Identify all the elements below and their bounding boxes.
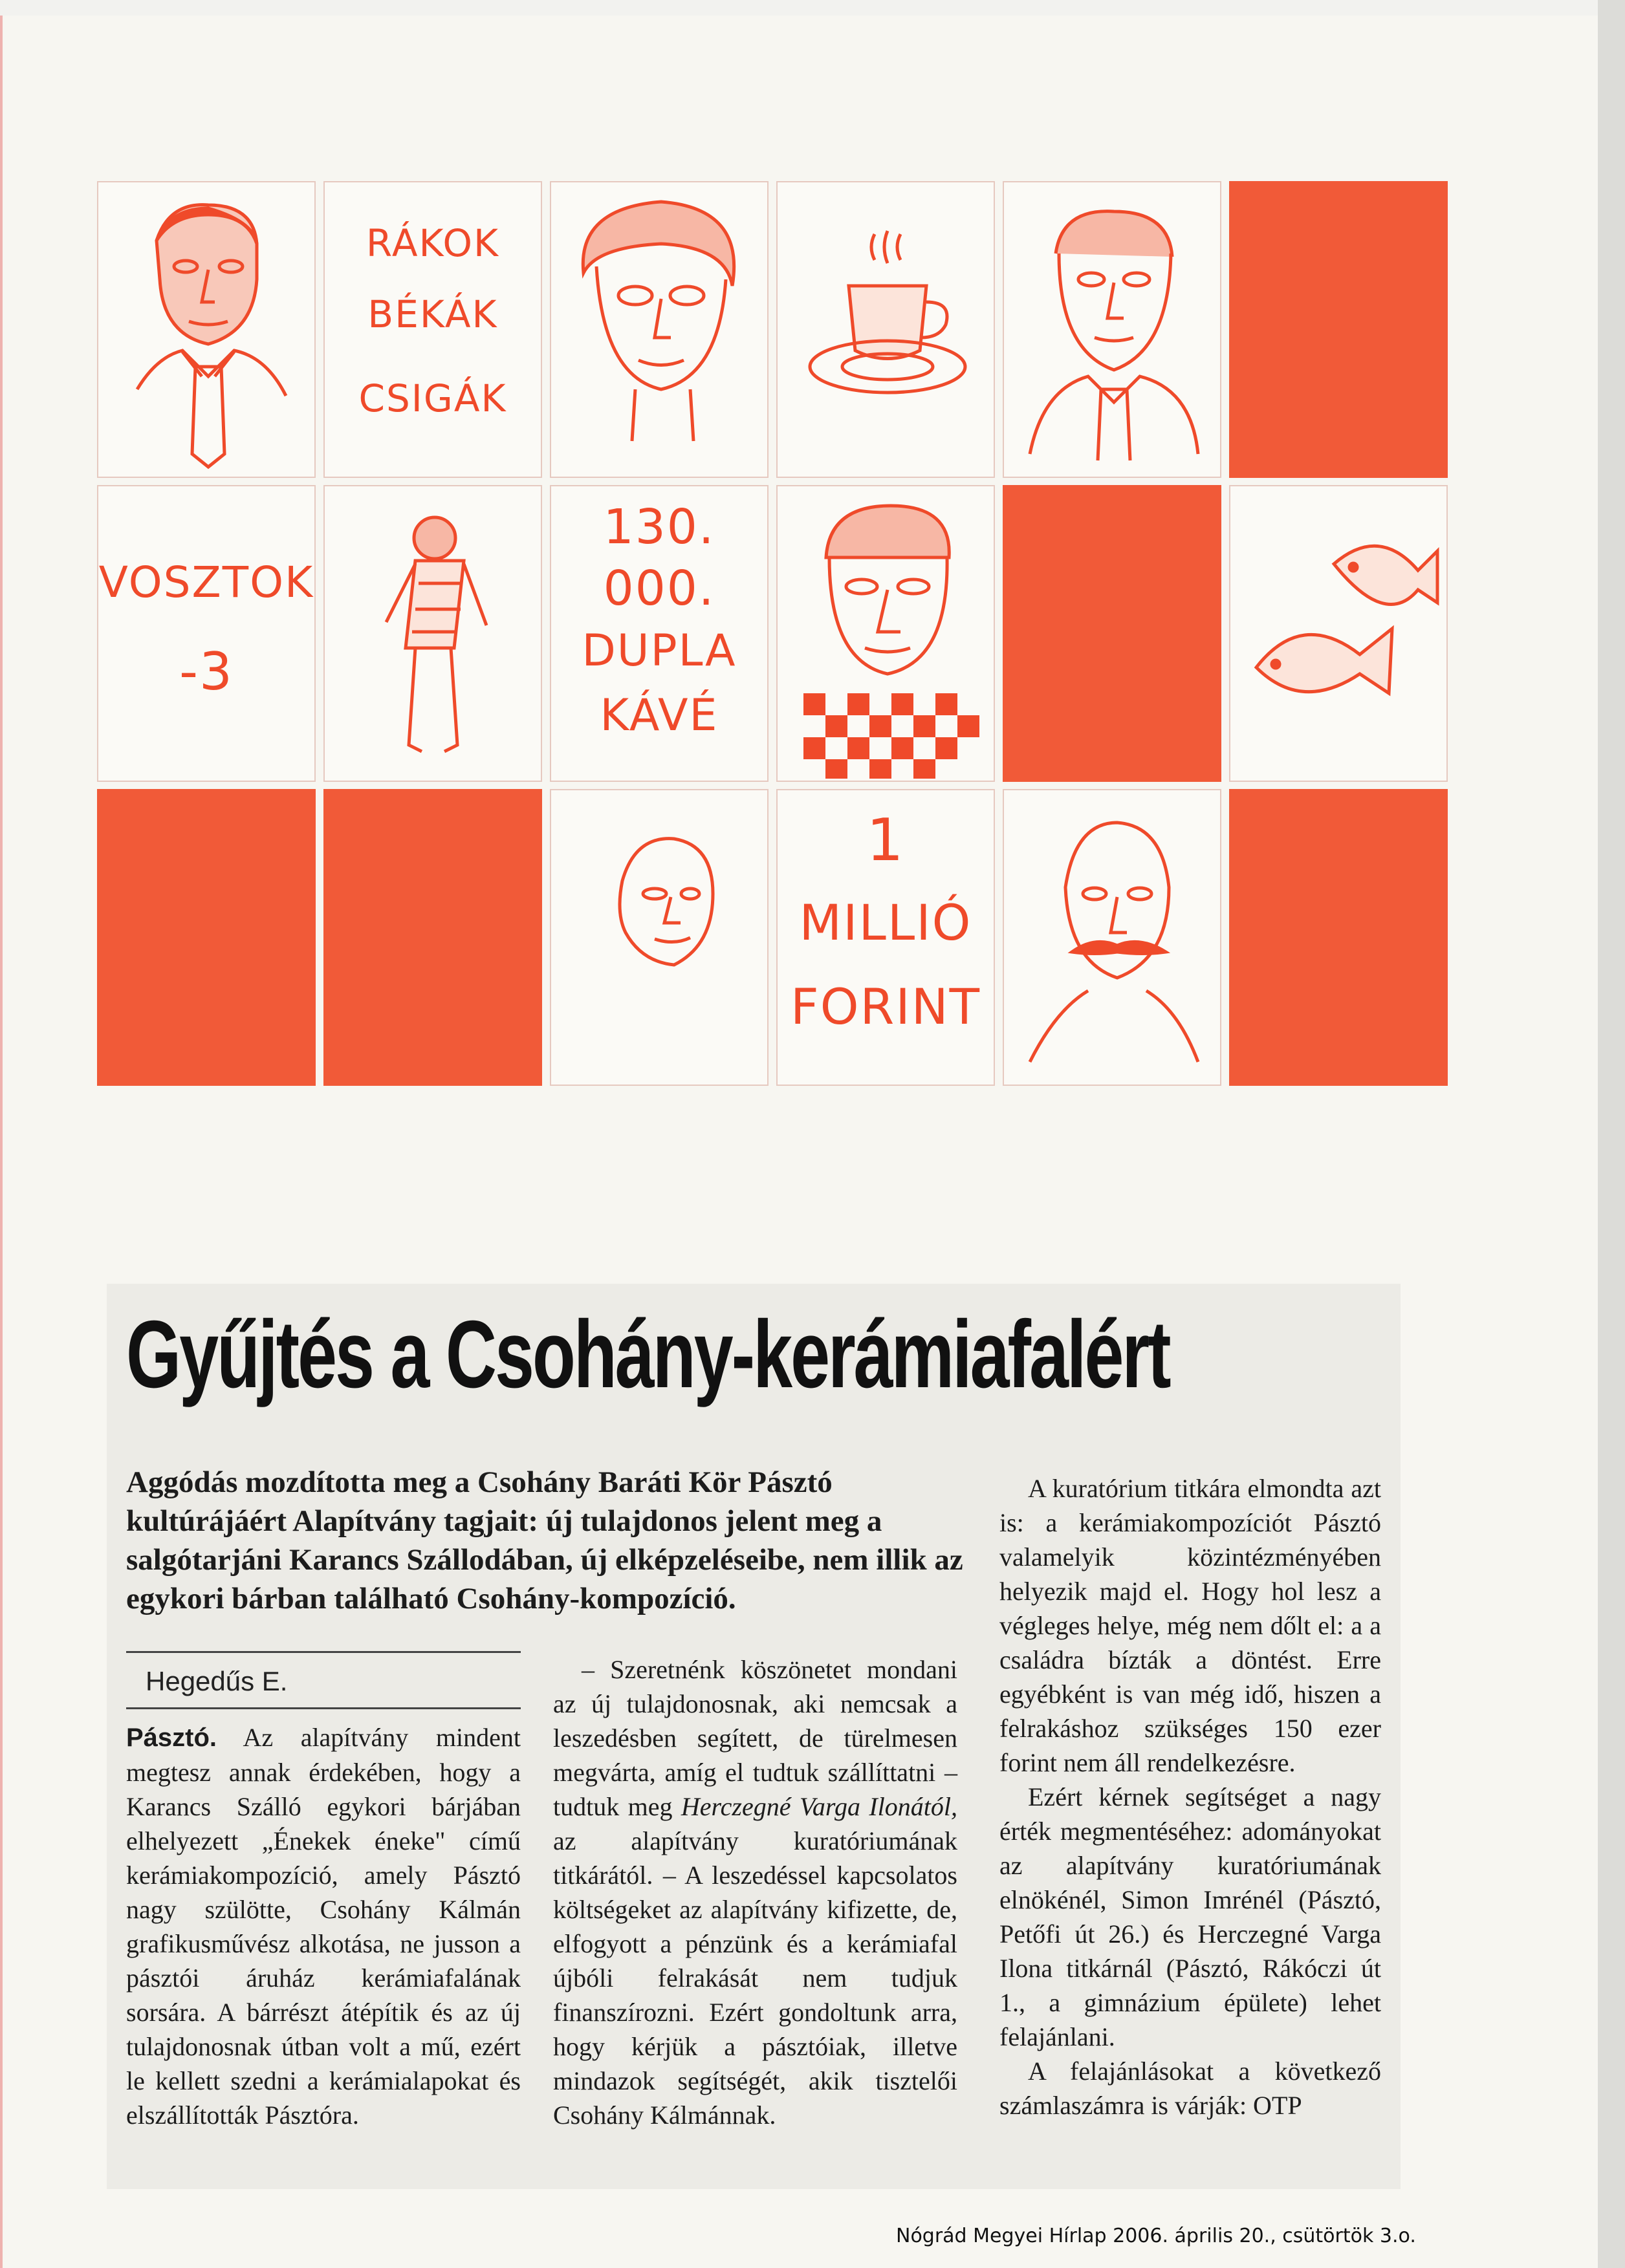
tile-text-line-1: VOSZTOK xyxy=(98,557,314,607)
column-1-text: Az alapítvány mindent megtesz annak érdekében, hogy a Karancs Szálló egykori bárjában elhelyezett „Énekek éneke" című kerámiakompozíció, amely Pásztó nagy szülötte, Csohány Kálmán grafikusművész alkotása, ne jusson a pásztói áruház kerámiafalának sorsára. A bárrészt átépítik és az új tulajdonosnak útban volt a mű, ezért le kellett szedni a kerámialapokat és elszállították Pásztóra. xyxy=(126,1723,521,2130)
coffee-cup-icon xyxy=(778,182,994,477)
tile-coffee-cup xyxy=(776,181,995,478)
tile-text-line-2: 000. xyxy=(603,561,715,616)
portrait-drawing-icon xyxy=(551,790,767,1085)
fish-icon xyxy=(1230,486,1446,781)
dateline: Pásztó. xyxy=(126,1723,217,1752)
tile-woman-curly-hair xyxy=(550,181,769,478)
tile-man-short-hair xyxy=(1003,181,1221,478)
column-3-paragraph-1: A kuratórium titkára elmondta azt is: a kerámiakompozíciót Pásztó valamelyik közintézményében helyezik majd el. Hogy hol lesz a végleges helye, még nem dőlt el: a a családra bízták a döntést. Erre egyébként is van még idő, hiszen a felrakáshoz szükséges 150 ezer forint nem áll rendelkezésre. xyxy=(999,1474,1381,1777)
tile-cosmonaut xyxy=(323,485,542,782)
article-column-3 xyxy=(999,1471,1381,2122)
portrait-drawing-icon xyxy=(551,182,767,477)
article-lead: Aggódás mozdította meg a Csohány Baráti Kör Pásztó kultúrájáért Alapítvány tagjait: új tulajdonos jelent meg a salgótarjáni Karancs Szállodában, új elképzeléseibe, nem illik az egykori bárban található Csohány-kompozíció. xyxy=(126,1465,963,1615)
tile-bald-man-profile xyxy=(550,789,769,1086)
tile-text-line-1: 130. xyxy=(603,499,715,555)
article-column-1 xyxy=(126,1720,521,2132)
column-2-text-b: az alapítvány kuratóriumának titkárától. – A leszedéssel kapcsolatos költségeket az alapítvány kifizette, de, elfogyott a pénzünk és a kerámiafal újbóli felrakását nem tudjuk finanszírozni. Ezért gondoltunk arra, hogy kérjük a pásztóiak, illetve mindazok segítségét, akik tisztelői Csohány Kálmánnak. xyxy=(553,1826,957,2130)
column-3-paragraph-3: A felajánlásokat a következő számlaszámra is várják: OTP xyxy=(999,2057,1381,2120)
tile-text-line-3: DUPLA xyxy=(582,625,737,676)
tile-solid-red xyxy=(1229,789,1448,1086)
cosmonaut-icon xyxy=(325,486,541,781)
page-edge xyxy=(1598,0,1625,2268)
tile-solid-red xyxy=(1229,181,1448,478)
tile-man-checkered-shirt xyxy=(776,485,995,782)
tile-solid-red xyxy=(1003,485,1221,782)
tile-mustached-man xyxy=(1003,789,1221,1086)
column-2-paragraph xyxy=(553,1652,957,2132)
portrait-drawing-icon xyxy=(1004,182,1220,477)
tile-text-line-2: -3 xyxy=(179,642,234,702)
tile-text-line-1: RÁKOK xyxy=(365,221,500,265)
portrait-drawing-icon xyxy=(778,486,994,781)
tile-text-line-1: 1 xyxy=(866,806,905,874)
column-1-paragraph xyxy=(126,1720,521,2132)
tile-text-line-2: MILLIÓ xyxy=(799,894,972,951)
page-edge-left xyxy=(0,16,3,2268)
tile-1-millio-forint xyxy=(776,789,995,1086)
ceramic-mural-photo xyxy=(97,181,1507,1164)
byline-rule-top xyxy=(126,1651,521,1653)
portrait-drawing-icon xyxy=(1004,790,1220,1085)
tile-text-line-4: KÁVÉ xyxy=(600,690,719,741)
tile-vosztok xyxy=(97,485,316,782)
column-3-paragraph-2: Ezért kérnek segítséget a nagy érték megmentéséhez: adományokat az alapítvány kuratóriumának elnökénél, Simon Imrénél (Pásztó, Petőfi út 26.) és Herczegné Varga Ilona titkárnál (Pásztó, Rákóczi út 1., a gimnázium épülete) lehet felajánlani. xyxy=(999,1782,1381,2051)
tile-solid-red xyxy=(323,789,542,1086)
portrait-drawing-icon xyxy=(98,182,314,477)
tile-man-with-tie xyxy=(97,181,316,478)
article-headline: Gyűjtés a Csohány-kerámiafalért xyxy=(126,1301,1170,1408)
tile-dupla-kave xyxy=(550,485,769,782)
article-column-2 xyxy=(553,1652,957,2132)
tile-text-line-2: BÉKÁK xyxy=(367,292,498,336)
byline-rule-bottom xyxy=(126,1707,521,1709)
tile-text-line-3: FORINT xyxy=(790,978,981,1035)
source-citation: Nógrád Megyei Hírlap 2006. április 20., csütörtök 3.o. xyxy=(896,2225,1416,2247)
article-byline: Hegedűs E. xyxy=(146,1666,288,1696)
column-2-text-a: – Szeretnénk köszönetet mondani az új tulajdonosnak, aki nemcsak a leszedésben segített, de türelmesen megvárta, amíg el tudtuk szállíttatni – tudtuk meg xyxy=(553,1655,957,1821)
tile-solid-red xyxy=(97,789,316,1086)
quoted-person-name: Herczegné Varga Ilonától, xyxy=(681,1792,958,1821)
tile-rakok-bekak-csigak xyxy=(323,181,542,478)
tile-fish xyxy=(1229,485,1448,782)
tile-text-line-3: CSIGÁK xyxy=(358,376,507,420)
